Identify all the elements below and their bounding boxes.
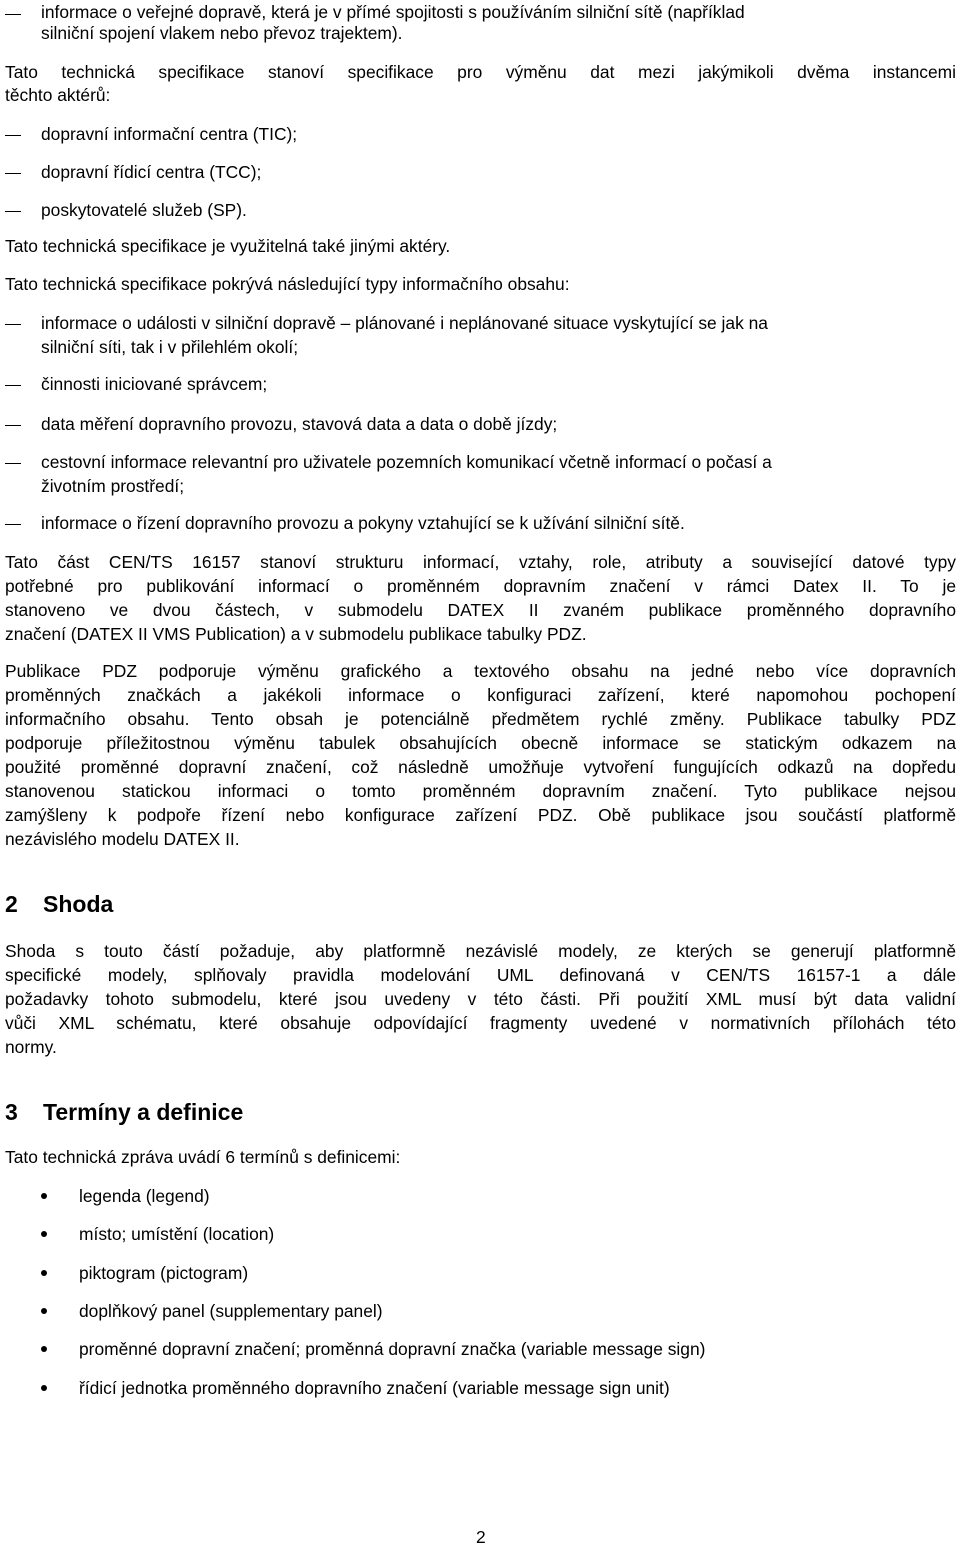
bullet-icon — [41, 1308, 47, 1314]
paragraph-line: normy. — [5, 1037, 57, 1057]
list-item-text: cestovní informace relevantní pro uživatele pozemních komunikací včetně informací o počasí a — [41, 452, 772, 472]
section-title: Shoda — [43, 891, 114, 917]
paragraph-line: Tato technická zpráva uvádí 6 termínů s definicemi: — [5, 1147, 401, 1167]
paragraph-line: stanoveno ve dvou částech, v submodelu DATEX II zvaném publikace proměnného dopravního — [5, 600, 956, 620]
list-item-text: informace o události v silniční dopravě – plánované i neplánované situace vyskytující se jak na — [41, 313, 768, 333]
paragraph-line: specifické modely, splňovaly pravidla modelování UML definovaná v CEN/TS 16157-1 a dále — [5, 965, 956, 985]
list-dash-icon — [5, 173, 21, 174]
paragraph-line: proměnných značkách a jakékoli informace o konfiguraci zařízení, které napomohou pochopení — [5, 685, 956, 705]
section-heading — [5, 1097, 243, 1127]
paragraph-line: Tato technická specifikace pokrývá následující typy informačního obsahu: — [5, 274, 570, 294]
paragraph-line: značení (DATEX II VMS Publication) a v submodelu publikace tabulky PDZ. — [5, 624, 587, 644]
list-item-text: dopravní řídicí centra (TCC); — [41, 162, 262, 182]
paragraph-line: požadavky tohoto submodelu, které jsou uvedeny v této části. Při použití XML musí být data validní — [5, 989, 956, 1009]
paragraph-line: podporuje příležitostnou výměnu tabulek obsahujících obecně informace se statickým odkazem na — [5, 733, 956, 753]
list-item-text: dopravní informační centra (TIC); — [41, 124, 298, 144]
section-number: 3 — [5, 1099, 18, 1125]
paragraph-line: zamýšleny k podpoře řízení nebo konfigurace zařízení PDZ. Obě publikace jsou součástí platformě — [5, 805, 956, 825]
paragraph-line: stanovenou statickou informaci o tomto proměnném dopravním značení. Tyto publikace nejsou — [5, 781, 956, 801]
list-item-text: řídicí jednotka proměnného dopravního značení (variable message sign unit) — [79, 1378, 670, 1398]
paragraph-line: informačního obsahu. Tento obsah je potenciálně předmětem rychlé změny. Publikace tabulky PDZ — [5, 709, 956, 729]
list-dash-icon — [5, 211, 21, 212]
list-item-text: proměnné dopravní značení; proměnná dopravní značka (variable message sign) — [79, 1339, 706, 1359]
list-item-text: informace o řízení dopravního provozu a pokyny vztahující se k užívání silniční sítě. — [41, 513, 685, 533]
section-number: 2 — [5, 891, 18, 917]
bullet-icon — [41, 1270, 47, 1276]
paragraph-line: Tato technická specifikace stanoví specifikace pro výměnu dat mezi jakýmikoli dvěma instancemi — [5, 62, 956, 82]
list-item-text: silniční síti, tak i v přilehlém okolí; — [41, 337, 299, 357]
bullet-icon — [41, 1231, 47, 1237]
list-dash-icon — [5, 524, 21, 525]
paragraph-line: těchto aktérů: — [5, 85, 111, 105]
bullet-icon — [41, 1346, 47, 1352]
paragraph-line: Tato technická specifikace je využitelná také jinými aktéry. — [5, 236, 451, 256]
bullet-icon — [41, 1385, 47, 1391]
list-dash-icon — [5, 463, 21, 464]
list-dash-icon — [5, 324, 21, 325]
list-item-text: životním prostředí; — [41, 476, 185, 496]
bullet-icon — [41, 1193, 47, 1199]
list-dash-icon — [5, 385, 21, 386]
list-item-text: informace o veřejné dopravě, která je v přímé spojitosti s používáním silniční sítě (například — [41, 2, 745, 22]
list-item-text: činnosti iniciované správcem; — [41, 374, 268, 394]
list-item-text: poskytovatelé služeb (SP). — [41, 200, 247, 220]
list-item-text: data měření dopravního provozu, stavová data a data o době jízdy; — [41, 414, 558, 434]
list-item-text: legenda (legend) — [79, 1186, 210, 1206]
paragraph-line: použité proměnné dopravní značení, což následně umožňuje vytvoření fungujících odkazů na dopředu — [5, 757, 956, 777]
paragraph-line: Shoda s touto částí požaduje, aby platformně nezávislé modely, ze kterých se generují platformně — [5, 941, 956, 961]
list-item-text: místo; umístění (location) — [79, 1224, 275, 1244]
paragraph-line: Tato část CEN/TS 16157 stanoví strukturu informací, vztahy, role, atributy a související datové typy — [5, 552, 956, 572]
list-dash-icon — [5, 425, 21, 426]
section-title: Termíny a definice — [43, 1099, 244, 1125]
list-item-text: silniční spojení vlakem nebo převoz trajektem). — [41, 23, 403, 43]
list-dash-icon — [5, 135, 21, 136]
section-heading — [5, 889, 113, 919]
paragraph-line: nezávislého modelu DATEX II. — [5, 829, 240, 849]
list-dash-icon — [5, 14, 21, 15]
list-item-text: piktogram (pictogram) — [79, 1263, 249, 1283]
paragraph-line: vůči XML schématu, které obsahuje odpovídající fragmenty uvedené v normativních přílohách této — [5, 1013, 956, 1033]
list-item-text: doplňkový panel (supplementary panel) — [79, 1301, 383, 1321]
paragraph-line: potřebné pro publikování informací o proměnném dopravním značení v rámci Datex II. To je — [5, 576, 956, 596]
page-number: 2 — [476, 1527, 486, 1547]
paragraph-line: Publikace PDZ podporuje výměnu grafického a textového obsahu na jedné nebo více dopravních — [5, 661, 956, 681]
